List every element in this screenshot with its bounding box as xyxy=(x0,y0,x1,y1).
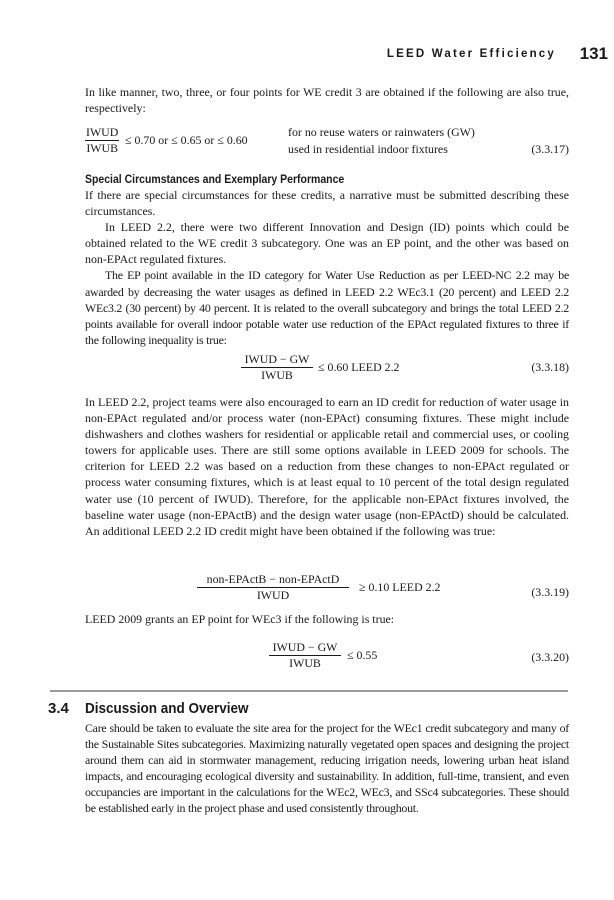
paragraph: In LEED 2.2, there were two different Innovation and Design (ID) points which could be obtained related to the WE credit 3 subcategory. One was an EP point, and the other was based on non-EPAct regulated fixtures. xyxy=(85,220,569,267)
numerator: IWUD − GW xyxy=(241,352,313,368)
equation-number: (3.3.18) xyxy=(531,360,569,374)
fraction xyxy=(197,572,349,603)
section-title: Discussion and Overview xyxy=(85,700,249,717)
denominator: IWUB xyxy=(261,368,293,382)
discussion-block xyxy=(85,720,569,817)
fraction xyxy=(85,125,119,156)
equation-3-3-19 xyxy=(85,572,569,604)
paragraph: LEED 2009 grants an EP point for WEc3 if the following is true: xyxy=(85,612,395,626)
relation: ≥ 0.10 LEED 2.2 xyxy=(359,580,441,594)
paragraph: If there are special circumstances for these credits, a narrative must be submitted describing these circumstances. xyxy=(85,188,569,219)
equation-3-3-18 xyxy=(85,352,569,384)
special-section xyxy=(85,172,569,348)
page-header xyxy=(0,44,614,64)
equation-number: (3.3.19) xyxy=(531,585,569,599)
denominator: IWUD xyxy=(256,588,290,602)
equation-3-3-20 xyxy=(85,640,569,672)
numerator: IWUD xyxy=(86,125,119,139)
section-number: 3.4 xyxy=(48,700,69,717)
equation-number: (3.3.20) xyxy=(531,650,569,664)
relation: ≤ 0.60 LEED 2.2 xyxy=(318,360,400,374)
non-epact-block xyxy=(85,394,569,539)
condition-line-1: for no reuse waters or rainwaters (GW) xyxy=(288,125,475,139)
numerator: IWUD − GW xyxy=(269,640,341,656)
paragraph: In LEED 2.2, project teams were also encouraged to earn an ID credit for reduction of water usage in non-EPAct regulated and/or process water (non-EPAct) consuming fixtures. These might include dishwashers and clothes washers for residential or applicable retail and commercial uses, or cooling towers for applicable uses. There are still some options available in LEED 2009 for schools. The criterion for LEED 2.2 was based on a reduction from these changes to non-EPAct regulated or process water consuming fixtures, which is at least equal to 10 percent of the total design regulated water use (10 percent of IWUD). Therefore, for the applicable non-EPAct fixtures involved, the baseline water usage (non-EPActB) and the design water usage (non-EPActD) should be calculated. An additional LEED 2.2 ID credit might have been obtained if the following was true: xyxy=(85,395,569,538)
denominator: IWUB xyxy=(289,656,321,670)
paragraph: Care should be taken to evaluate the site area for the project for the WEc1 credit subcategory and many of the Sustainable Sites subcategories. Maximizing naturally vegetated open spaces and designing the project around them can aid in stormwater management, reducing irrigation needs, lowering urban heat island impacts, and encouraging ecological diversity and sustainability. In addition, full-time, transient, and even occupancies are important in the calculations for the WEc2, WEc3, and SSc4 subcategories. These should be established early in the project phase and used consistently throughout. xyxy=(85,721,569,816)
section-rule xyxy=(50,690,568,692)
denominator: IWUB xyxy=(86,141,119,155)
intro-paragraph: In like manner, two, three, or four points for WE credit 3 are obtained if the following are also true, respectively: xyxy=(85,85,569,116)
paragraph: The EP point available in the ID category for Water Use Reduction as per LEED-NC 2.2 may be awarded by decreasing the water usages as defined in LEED 2.2 WEc3.1 (20 percent) and LEED 2.2 WEc3.2 (30 percent) by 40 percent. It is related to the overall subcategory and brings the total LEED 2.2 points available for overall indoor potable water use reduction of the EPAct regulated fixtures to three if the following inequality is true: xyxy=(85,268,569,347)
leed-2009-block xyxy=(85,611,569,627)
subsection-heading: Special Circumstances and Exemplary Performance xyxy=(85,172,345,186)
condition-line-2: used in residential indoor fixtures xyxy=(288,142,448,156)
fraction xyxy=(241,352,313,383)
numerator: non-EPActB − non-EPActD xyxy=(197,572,349,588)
running-head: LEED Water Efficiency xyxy=(386,48,556,60)
fraction xyxy=(269,640,341,671)
intro-block xyxy=(85,84,569,116)
relation: ≤ 0.70 or ≤ 0.65 or ≤ 0.60 xyxy=(125,133,248,147)
equation-3-3-17 xyxy=(85,125,569,157)
equation-number: (3.3.17) xyxy=(531,142,569,156)
page-number: 131 xyxy=(579,44,608,63)
relation: ≤ 0.55 xyxy=(347,648,378,662)
